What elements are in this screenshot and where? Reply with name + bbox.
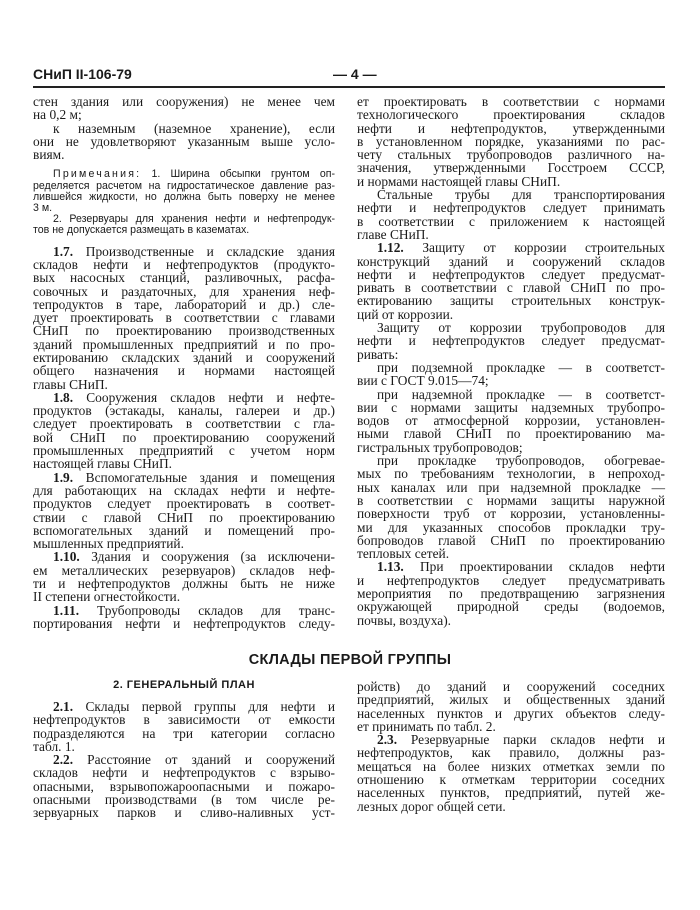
paragraph — [357, 188, 665, 241]
text-line — [357, 534, 665, 547]
line-text: виям. — [33, 147, 65, 163]
text-line — [357, 334, 665, 347]
right-column — [357, 95, 665, 627]
paragraph — [33, 391, 335, 471]
paragraph — [357, 733, 665, 813]
text-line — [33, 391, 335, 404]
line-text: табл. 1. — [33, 738, 75, 754]
text-line — [357, 494, 665, 507]
section-subtitle: 2. ГЕНЕРАЛЬНЫЙ ПЛАН — [113, 679, 255, 691]
text-line — [357, 255, 665, 268]
text-line — [33, 590, 335, 603]
text-line — [33, 604, 335, 617]
text-line — [357, 414, 665, 427]
text-line — [357, 148, 665, 161]
text-line — [357, 401, 665, 414]
document-code: СНиП II-106-79 — [33, 66, 132, 82]
text-line — [357, 720, 665, 733]
note-line: 3 м. — [33, 202, 53, 215]
text-line — [357, 481, 665, 494]
text-line — [33, 484, 335, 497]
text-line — [33, 378, 335, 391]
line-text: тепродуктов в таре, лабораторий и др.) сле- — [33, 296, 335, 312]
text-line — [33, 148, 335, 161]
text-line — [33, 550, 335, 563]
clause-number: 1.7. — [53, 243, 74, 259]
line-text: чету стальных трубопроводов различного на- — [357, 147, 665, 163]
line-text: мероприятия по предотвращению загрязнения — [357, 585, 665, 601]
line-text: вспомогательных зданий и помещений про- — [33, 522, 335, 538]
paragraph — [33, 122, 335, 162]
text-line — [357, 228, 665, 241]
line-text: поверхности труб от коррозии, установленны- — [357, 506, 665, 522]
clause-number: 2.2. — [53, 752, 74, 768]
text-line — [33, 324, 335, 337]
paragraph — [33, 245, 335, 391]
line-text: при подземной прокладке — в соответст- — [377, 359, 665, 375]
text-line — [33, 524, 335, 537]
line-text: опасными, взрывопожароопасными и пожаро- — [33, 778, 335, 794]
text-line — [357, 294, 665, 307]
text-line — [357, 215, 665, 228]
text-line — [357, 733, 665, 746]
line-text: ных каналах или при надземной прокладке — — [357, 479, 665, 495]
line-text: тепловых сетей. — [357, 546, 450, 562]
paragraph — [357, 680, 665, 733]
line-text: стен здания или сооружения) не менее чем — [33, 94, 335, 109]
text-line — [357, 135, 665, 148]
line-text: они не удовлетворяют указанным выше усло- — [33, 133, 335, 149]
paragraph — [33, 550, 335, 603]
paragraph — [33, 95, 335, 122]
text-line — [357, 680, 665, 693]
line-text: к наземным (наземное хранение), если — [53, 120, 335, 136]
line-text: в соответствии с нормами защиты наружной — [357, 492, 665, 508]
text-line — [33, 457, 335, 470]
text-line — [357, 574, 665, 587]
paragraph — [33, 471, 335, 551]
text-line — [357, 600, 665, 613]
line-text: почвы, воздуха). — [357, 612, 452, 628]
line-text: ет принимать по табл. 2. — [357, 718, 496, 734]
text-line — [33, 700, 335, 713]
text-line — [33, 511, 335, 524]
text-line — [357, 188, 665, 201]
line-text: Вспомогательные здания и помещения — [73, 469, 335, 485]
line-text: водов от атмосферной коррозии, установлен- — [357, 413, 665, 429]
section-left-column — [33, 700, 335, 820]
page-header — [33, 66, 665, 88]
line-text: зданий промышленных предприятий и по про- — [33, 336, 335, 352]
line-text: промышленных предприятий с учетом норм — [33, 443, 335, 459]
line-text: технологического проектирования складов — [357, 107, 665, 123]
paragraph — [357, 454, 665, 560]
paragraph — [357, 388, 665, 454]
text-line — [33, 444, 335, 457]
page-number: — 4 — — [333, 66, 377, 82]
line-text: в установленном порядке, указаниями по рас- — [357, 133, 665, 149]
clause-number: 1.9. — [53, 469, 74, 485]
line-text: и нефтепродуктов следует предусматривать — [357, 572, 665, 588]
line-text: главе СНиП. — [357, 226, 429, 242]
line-text: ривать: — [357, 346, 399, 362]
line-text: при прокладке трубопроводов, обогревае- — [377, 453, 665, 469]
clause-number: 2.1. — [53, 699, 74, 714]
line-text: конструкций зданий и сооружений складов — [357, 253, 665, 269]
text-line — [357, 587, 665, 600]
line-text: нефти и нефтепродуктов следует предусмат- — [357, 266, 665, 282]
line-text: II степени огнестойкости. — [33, 589, 181, 605]
text-line — [357, 441, 665, 454]
note-line: 2. Резервуары для хранения нефти и нефтепродук- — [53, 213, 335, 226]
line-text: гистральных трубопроводов; — [357, 439, 523, 455]
line-text: главы СНиП. — [33, 376, 108, 392]
text-line — [357, 693, 665, 706]
text-line — [33, 108, 335, 121]
line-text: отношению к отметкам территории соседних — [357, 772, 665, 788]
line-text: подразделяются на три категории согласно — [33, 725, 335, 741]
text-line — [357, 427, 665, 440]
text-line — [357, 161, 665, 174]
text-line — [357, 388, 665, 401]
text-line — [357, 348, 665, 361]
text-line — [357, 614, 665, 627]
text-line — [33, 806, 335, 819]
left-column-clauses — [33, 245, 335, 631]
line-text: СНиП по проектированию производственных — [33, 323, 335, 339]
line-text: нефтепродуктов, как правило, должны раз- — [357, 745, 665, 761]
text-line — [33, 713, 335, 726]
line-text: Трубопроводы складов для транс- — [79, 602, 335, 618]
text-line — [33, 431, 335, 444]
line-text: населенных пунктов и других объектов следу- — [357, 705, 665, 721]
clause-number: 1.8. — [53, 389, 74, 405]
text-line — [33, 311, 335, 324]
text-line — [33, 417, 335, 430]
line-text: нефтепродуктов в зависимости от емкости — [33, 712, 335, 728]
note-line: ределяется расчетом на гидростатическое давление раз- — [33, 179, 335, 192]
line-text: на 0,2 м; — [33, 107, 82, 123]
line-text: ет проектировать в соответствии с нормами — [357, 94, 665, 109]
text-line — [357, 454, 665, 467]
text-line — [33, 338, 335, 351]
line-text: в соответствии с приложением к настоящей — [357, 213, 665, 229]
clause-number: 2.3. — [377, 732, 398, 748]
text-line — [33, 245, 335, 258]
text-line — [357, 547, 665, 560]
text-line — [33, 537, 335, 550]
text-line — [33, 285, 335, 298]
text-line — [357, 321, 665, 334]
text-line — [357, 361, 665, 374]
line-text: нефти и нефтепродуктов следует принимать — [357, 200, 665, 216]
line-text: мых по требованиям технологии, в непроход- — [357, 466, 665, 482]
left-column — [33, 95, 335, 630]
paragraph — [33, 700, 335, 753]
line-text: предприятий, жилых и общественных зданий — [357, 692, 665, 708]
left-column-top — [33, 95, 335, 161]
text-line — [33, 95, 335, 108]
text-line — [357, 746, 665, 759]
line-text: при надземной прокладке — в соответст- — [377, 386, 665, 402]
text-line — [357, 268, 665, 281]
text-line — [33, 753, 335, 766]
text-line — [33, 122, 335, 135]
text-line — [357, 521, 665, 534]
line-text: Здания и сооружения (за исключени- — [79, 549, 335, 565]
line-text: вой СНиП по проектированию сооружений — [33, 429, 335, 445]
line-text: Защиту от коррозии строительных — [403, 240, 665, 256]
text-line — [33, 351, 335, 364]
section-title: СКЛАДЫ ПЕРВОЙ ГРУППЫ — [248, 652, 452, 668]
text-line — [33, 298, 335, 311]
line-text: общего назначения и нормами настоящей — [33, 363, 335, 379]
text-line — [357, 507, 665, 520]
line-text: Склады первой группы для нефти и — [73, 699, 335, 714]
line-text: опасными производствами (в том числе ре- — [33, 792, 335, 808]
notes-label: Примечания: — [53, 168, 142, 181]
line-text: нефти и нефтепродуктов следует предусмат- — [357, 333, 665, 349]
text-line — [33, 135, 335, 148]
text-line — [357, 786, 665, 799]
line-text: Защиту от коррозии трубопроводов для — [377, 320, 665, 336]
line-text: Сооружения складов нефти и нефте- — [73, 389, 335, 405]
text-line — [357, 201, 665, 214]
line-text: вии с нормами защиты надземных трубопро- — [357, 399, 665, 415]
line-text: ройств) до зданий и сооружений соседних — [357, 679, 665, 694]
text-line — [357, 374, 665, 387]
line-text: ными главой СНиП по проектированию ма- — [357, 426, 665, 442]
line-text: окружающей природной среды (водоемов, — [357, 599, 665, 615]
paragraph — [357, 560, 665, 626]
text-line — [33, 577, 335, 590]
text-line — [33, 258, 335, 271]
paragraph — [357, 95, 665, 188]
line-text: ривать в соответствии с главой СНиП по про- — [357, 280, 665, 296]
line-text: Расстояние от зданий и сооружений — [73, 752, 335, 768]
text-line — [33, 564, 335, 577]
text-line — [357, 467, 665, 480]
line-text: ектированию защиты строительных конструк- — [357, 293, 665, 309]
line-text: бопроводов главой СНиП по проектированию — [357, 532, 665, 548]
text-line — [357, 560, 665, 573]
line-text: совочных и раздаточных, для хранения неф- — [33, 283, 335, 299]
section-right-column — [357, 680, 665, 813]
text-line — [33, 766, 335, 779]
note-text: 1. Ширина обсыпки грунтом оп- — [141, 168, 335, 181]
paragraph — [33, 604, 335, 631]
line-text: вых насосных станций, разливочных, расфа- — [33, 270, 335, 286]
line-text: портирования нефти и нефтепродуктов следу- — [33, 615, 335, 631]
text-line — [33, 793, 335, 806]
text-line — [357, 108, 665, 121]
line-text: ций от коррозии. — [357, 306, 454, 322]
paragraph — [357, 321, 665, 361]
paragraph — [357, 241, 665, 321]
clause-number: 1.12. — [377, 240, 404, 256]
clause-number: 1.10. — [53, 549, 80, 565]
line-text: вии с ГОСТ 9.015—74; — [357, 373, 489, 389]
paragraph — [33, 753, 335, 819]
line-text: продуктов (эстакады, каналы, галереи и др.) — [33, 403, 335, 419]
line-text: ектированию складских зданий и сооружений — [33, 349, 335, 365]
line-text: складов нефти и нефтепродуктов с взрыво- — [33, 765, 335, 781]
line-text: ствии с главой СНиП по проектированию — [33, 509, 335, 525]
clause-number: 1.11. — [53, 602, 80, 618]
text-line — [357, 175, 665, 188]
text-line — [33, 364, 335, 377]
text-line — [33, 271, 335, 284]
line-text: нефти и нефтепродуктов, утвержденными — [357, 120, 665, 136]
note-line: лившейся жидкости, но должна быть поверху не менее — [33, 190, 335, 203]
line-text: Стальные трубы для транспортирования — [377, 187, 665, 203]
clause-number: 1.13. — [377, 559, 404, 575]
line-text: лезных дорог общей сети. — [357, 798, 506, 814]
line-text: ем металлических резервуаров) складов неф- — [33, 562, 335, 578]
line-text: и нормами настоящей главы СНиП. — [357, 173, 561, 189]
line-text: ми для указанных способов прокладки тру- — [357, 519, 665, 535]
line-text: складов нефти и нефтепродуктов (продукто- — [33, 256, 335, 272]
line-text: Производственные и складские здания — [73, 243, 335, 259]
line-text: продуктов следует проектировать в соответ- — [33, 496, 335, 512]
text-line — [33, 404, 335, 417]
line-text: населенных пунктов, предприятий, путей же- — [357, 785, 665, 801]
line-text: настоящей главы СНиП. — [33, 456, 172, 472]
text-line — [357, 308, 665, 321]
text-line — [33, 617, 335, 630]
line-text: зервуарных парков и сливо-наливных уст- — [33, 805, 335, 821]
text-line — [357, 122, 665, 135]
text-line — [357, 241, 665, 254]
line-text: ти и нефтепродуктов должны быть не ниже — [33, 576, 335, 592]
line-text: мышленных предприятий. — [33, 536, 184, 552]
paragraph — [357, 361, 665, 388]
line-text: следует проектировать в соответствии с гла- — [33, 416, 335, 432]
text-line — [33, 471, 335, 484]
text-line — [357, 800, 665, 813]
line-text: дует проектировать в соответствии с главами — [33, 310, 335, 326]
text-line — [357, 281, 665, 294]
text-line — [33, 497, 335, 510]
text-line — [357, 95, 665, 108]
line-text: Резервуарные парки складов нефти и — [397, 732, 665, 748]
line-text: мещаться на более низких отметках земли по — [357, 758, 665, 774]
text-line — [357, 707, 665, 720]
text-line — [33, 740, 335, 753]
text-line — [357, 760, 665, 773]
note-line: тов не допускается размещать в казематах. — [33, 224, 250, 237]
line-text: для работающих на складах нефти и нефте- — [33, 482, 335, 498]
notes-block — [33, 169, 335, 236]
text-line — [33, 780, 335, 793]
line-text: значения, утвержденными Госстроем СССР, — [357, 160, 665, 176]
line-text: При проектировании складов нефти — [403, 559, 665, 575]
note-line — [33, 169, 335, 180]
text-line — [357, 773, 665, 786]
text-line — [33, 727, 335, 740]
